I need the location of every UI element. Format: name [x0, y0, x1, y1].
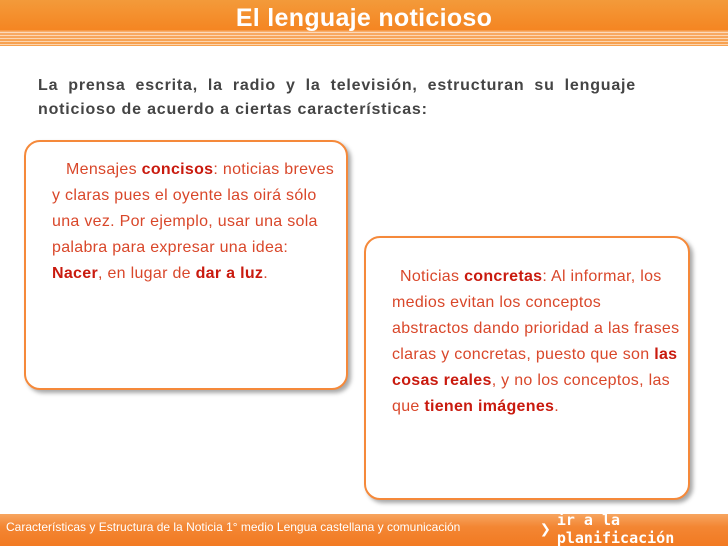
concise-messages-text [52, 157, 338, 287]
slide-title: El lenguaje noticioso [235, 4, 493, 32]
keyword-tienen-imagenes: tienen imágenes [424, 398, 555, 415]
box1-text-4: . [263, 265, 268, 282]
concise-messages-box [24, 140, 348, 390]
keyword-las-cosas-reales: las cosas reales [392, 346, 678, 389]
box2-text-1: Noticias [400, 268, 465, 285]
planificacion-link-label: ir a la planificación [556, 511, 675, 547]
box2-text-3: , y no los conceptos, las que [392, 372, 670, 415]
intro-paragraph: La prensa escrita, la radio y la televisión, estructuran su lenguaje noticioso de acuerdo a ciertas características: [38, 77, 636, 118]
keyword-dar-a-luz: dar a luz [195, 265, 264, 282]
concrete-news-box [364, 236, 690, 500]
header-stripes [0, 32, 728, 46]
box1-text-3: , en lugar de [97, 265, 196, 282]
title-bar [0, 0, 728, 46]
keyword-nacer: Nacer [52, 265, 98, 282]
planificacion-link[interactable] [540, 511, 728, 547]
box1-text-2: : noticias breves y claras pues el oyente las oirá sólo una vez. Por ejemplo, usar una sola palabra para expresar una idea: [52, 161, 335, 256]
keyword-concretas: concretas [464, 268, 543, 285]
footer-bar [0, 511, 728, 547]
box2-text-4: . [554, 398, 559, 415]
chevron-right-icon: ❯ [540, 518, 551, 540]
keyword-concisos: concisos [141, 161, 214, 178]
box2-text-2: : Al informar, los medios evitan los conceptos abstractos dando prioridad a las frases claras y concretas, puesto que son [392, 268, 680, 363]
footer-course-info: Características y Estructura de la Noticia 1° medio Lengua castellana y comunicación [6, 520, 461, 534]
concrete-news-text [392, 264, 682, 420]
box1-text-1: Mensajes [66, 161, 142, 178]
